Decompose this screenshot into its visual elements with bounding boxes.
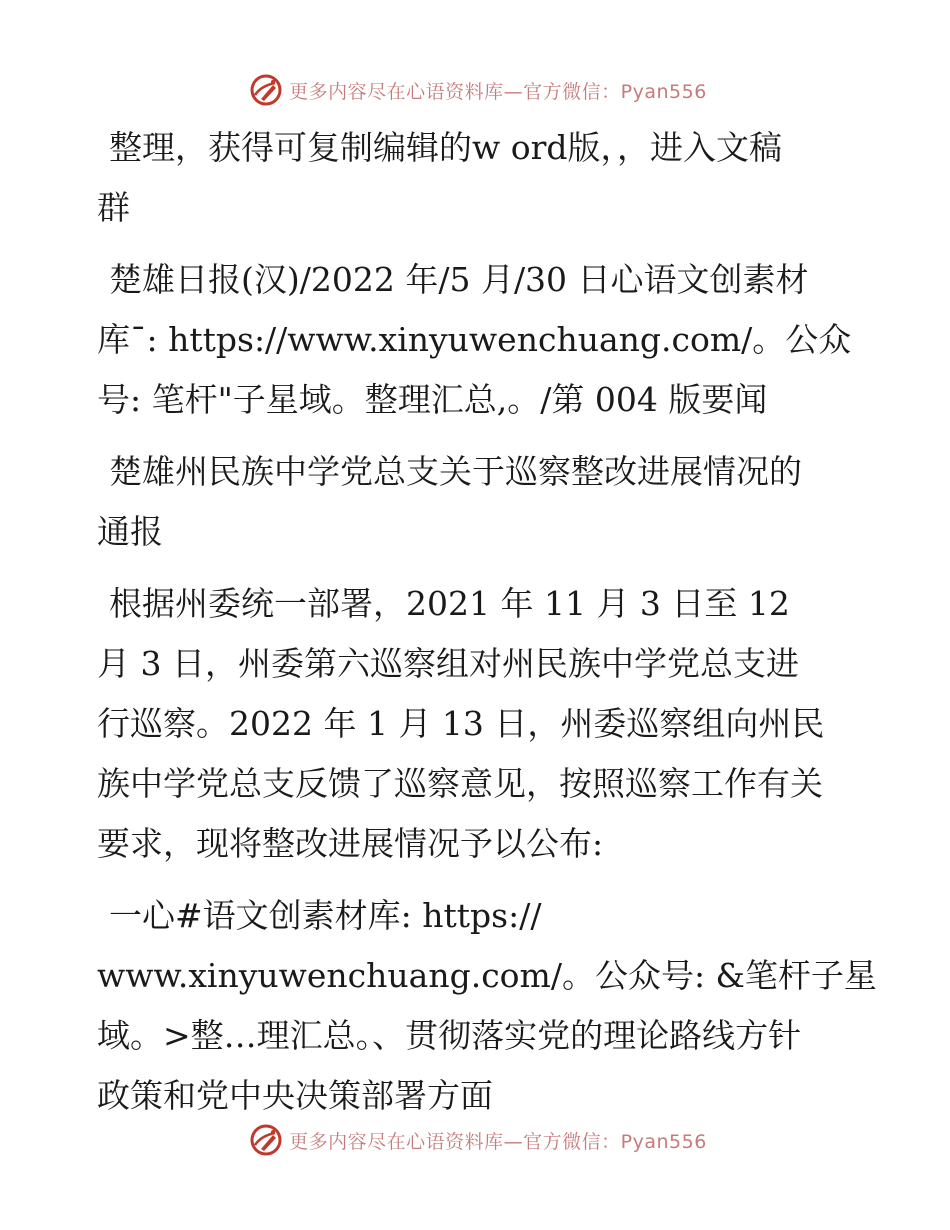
header-banner-text: 更多内容尽在心语资料库—官方微信：Pyan556 — [289, 80, 707, 103]
text-line: 行巡察。2022 年 1 月 13 日，州委巡察组向州民 — [97, 704, 825, 743]
paragraph-3-title — [97, 442, 857, 562]
pen-logo-icon — [249, 73, 283, 107]
text-line: 政策和党中央决策部署方面 — [97, 1076, 493, 1115]
footer-banner — [0, 1120, 950, 1160]
text-line: www.xinyuwenchuang.com/。公众号: &笔杆子星 — [97, 956, 877, 995]
text-line: 群 — [97, 188, 130, 227]
paragraph-1 — [97, 118, 857, 238]
paragraph-4 — [97, 574, 857, 874]
text-line: 根据州委统一部署，2021 年 11 月 3 日至 12 — [109, 584, 790, 623]
text-line: 域。>整…理汇总。、贯彻落实党的理论路线方针 — [97, 1016, 802, 1055]
text-line: 一心#语文创素材库: https:// — [109, 896, 542, 935]
header-banner — [0, 70, 950, 110]
footer-banner-text: 更多内容尽在心语资料库—官方微信：Pyan556 — [289, 1130, 707, 1153]
text-line: 号: 笔杆"子星域。整理汇总,。/第 004 版要闻 — [97, 380, 768, 419]
document-body — [97, 118, 877, 1126]
text-line: 通报 — [97, 512, 163, 551]
text-line: 整理，获得可复制编辑的w ord版，，进入文稿 — [109, 128, 783, 167]
text-line: 月 3 日，州委第六巡察组对州民族中学党总支进 — [97, 644, 799, 683]
paragraph-5 — [97, 886, 877, 1126]
text-line: 族中学党总支反馈了巡察意见，按照巡察工作有关 — [97, 764, 823, 803]
pen-logo-icon — [249, 1123, 283, 1157]
text-line: 楚雄日报(汉)/2022 年/5 月/30 日心语文创素材 — [109, 260, 809, 299]
text-line: 要求，现将整改进展情况予以公布: — [97, 824, 604, 863]
paragraph-2 — [97, 250, 857, 430]
text-line: 库¯: https://www.xinyuwenchuang.com/。公众 — [97, 320, 852, 359]
text-line: 楚雄州民族中学党总支关于巡察整改进展情况的 — [109, 452, 802, 491]
